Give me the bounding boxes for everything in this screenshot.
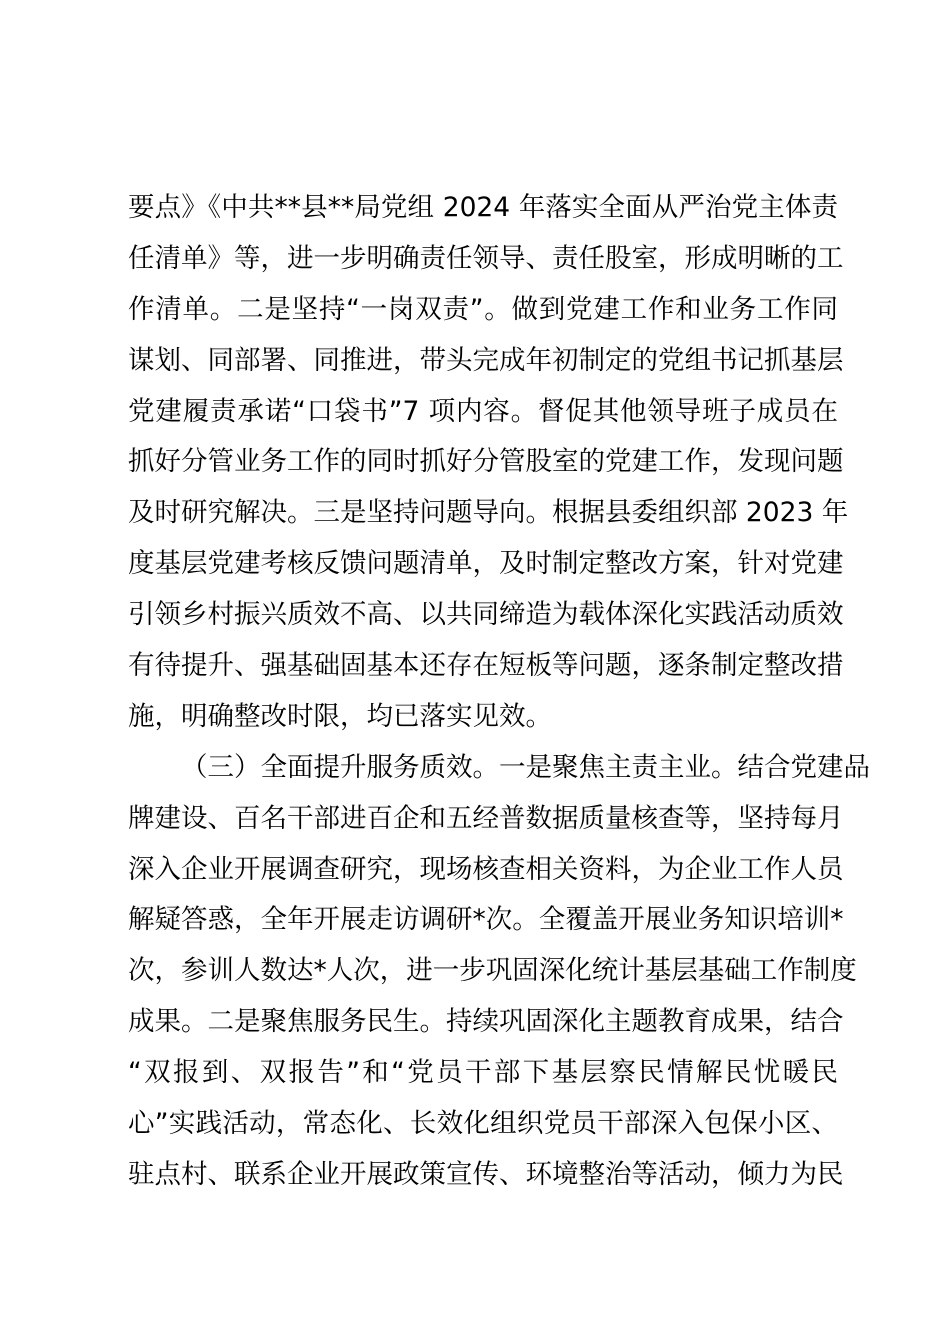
text-line: 深入企业开展调查研究，现场核查相关资料，为企业工作人员 — [128, 853, 844, 885]
text-line: 党建履责承诺“口袋书”7 项内容。督促其他领导班子成员在 — [128, 395, 838, 427]
text-line: 及时研究解决。三是坚持问题导向。根据县委组织部 2023 年 — [128, 497, 849, 529]
text-line: 有待提升、强基础固基本还存在短板等问题，逐条制定整改措 — [128, 650, 844, 682]
text-line: 作清单。二是坚持“一岗双责”。做到党建工作和业务工作同 — [128, 293, 838, 325]
text-line: 任清单》等，进一步明确责任领导、责任股室，形成明晰的工 — [128, 242, 844, 274]
text-line: 谋划、同部署、同推进，带头完成年初制定的党组书记抓基层 — [128, 344, 844, 376]
text-line: “双报到、双报告”和“党员干部下基层察民情解民忧暖民 — [128, 1057, 838, 1089]
section-heading-line: （三）全面提升服务质效。一是聚焦主责主业。结合党建品 — [181, 751, 870, 783]
paragraph-last-line: 施，明确整改时限，均已落实见效。 — [128, 700, 552, 732]
text-line: 心”实践活动，常态化、长效化组织党员干部深入包保小区、 — [128, 1108, 838, 1140]
text-line: 驻点村、联系企业开展政策宣传、环境整治等活动，倾力为民 — [128, 1158, 844, 1190]
text-line: 牌建设、百名干部进百企和五经普数据质量核查等，坚持每月 — [128, 802, 844, 834]
text-line: 引领乡村振兴质效不高、以共同缔造为载体深化实践活动质效 — [128, 599, 844, 631]
text-line: 抓好分管业务工作的同时抓好分管股室的党建工作，发现问题 — [128, 446, 844, 478]
body-text — [128, 183, 870, 1201]
text-line: 次，参训人数达*人次，进一步巩固深化统计基层基础工作制度 — [128, 955, 857, 987]
text-line: 度基层党建考核反馈问题清单，及时制定整改方案，针对党建 — [128, 548, 844, 580]
text-line: 解疑答惑，全年开展走访调研*次。全覆盖开展业务知识培训* — [128, 904, 844, 936]
text-line: 成果。二是聚焦服务民生。持续巩固深化主题教育成果，结合 — [128, 1006, 844, 1038]
text-line: 要点》《中共**县**局党组 2024 年落实全面从严治党主体责 — [128, 192, 838, 223]
